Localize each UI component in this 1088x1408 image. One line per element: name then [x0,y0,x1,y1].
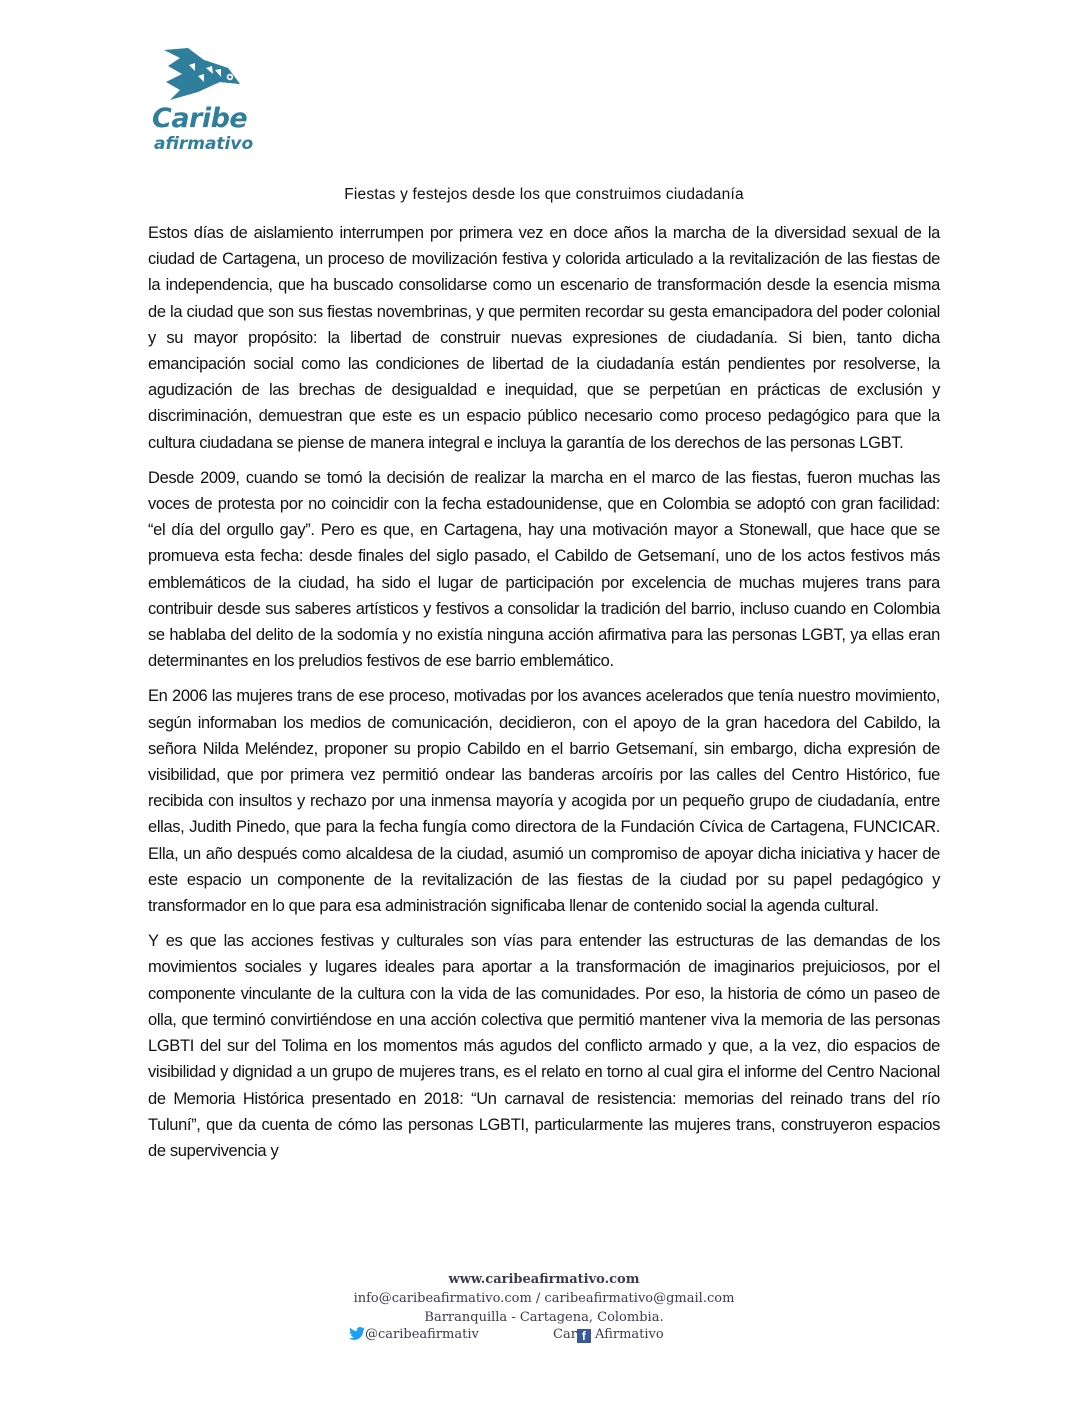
paragraph: Y es que las acciones festivas y culturales son vías para entender las estructuras de las demandas de los movimientos sociales y lugares ideales para aportar a la transformación de imaginarios prejuiciosos, por el componente vinculante de la cultura con la vida de las comunidades. Por eso, la historia de cómo un paseo de olla, que terminó convirtiéndose en una acción colectiva que permitió mantener viva la memoria de las personas LGBTI del sur del Tolima en los momentos más agudos del conflicto armado y que, a la vez, dio espacios de visibilidad y dignidad a un grupo de mujeres trans, es el relato en torno al cual gira el informe del Centro Nacional de Memoria Histórica presentado en 2018: “Un carnaval de resistencia: memorias del reinado trans del río Tuluní”, que da cuenta de cómo las personas LGBTI, particularmente las mujeres trans, construyeron espacios de supervivencia y [148,932,940,1160]
paragraph: Estos días de aislamiento interrumpen por primera vez en doce años la marcha de la diversidad sexual de la ciudad de Cartagena, un proceso de movilización festiva y colorida articulado a la revitalización de las fiestas de la independencia, que ha buscado consolidarse como un escenario de transformación desde la esencia misma de la ciudad que son sus fiestas novembrinas, y que permiten recordar su gesta emancipadora del poder colonial y su mayor propósito: la libertad de construir nuevas expresiones de ciudadanía. Si bien, tanto dicha emancipación social como las condiciones de libertad de la ciudadanía están pendientes por resolverse, la agudización de las brechas de desigualdad e inequidad, que se perpetúan en prácticas de exclusión y discriminación, demuestran que este es un espacio público necesario como proceso pedagógico para que la cultura ciudadana se piense de manera integral e incluya la garantía de los derechos de las personas LGBT. [148,224,940,452]
facebook-page[interactable] [553,1327,664,1343]
logo-subtitle: afirmativo [154,134,254,154]
footer [0,1270,1088,1327]
document-body [148,220,940,1173]
twitter-bird-icon [349,1327,365,1340]
twitter-handle[interactable] [349,1327,479,1342]
paragraph: Desde 2009, cuando se tomó la decisión de realizar la marcha en el marco de las fiestas, fueron muchas las voces de protesta por no coincidir con la fecha estadounidense, que en Colombia se adoptó con gran facilidad: “el día del orgullo gay”. Pero es que, en Cartagena, hay una motivación mayor a Stonewall, que hace que se promueva esta fecha: desde finales del siglo pasado, el Cabildo de Getsemaní, uno de los actos festivos más emblemáticos de la ciudad, ha sido el lugar de participación por excelencia de muchas mujeres trans para contribuir desde sus saberes artísticos y festivos a consolidar la tradición del barrio, incluso cuando en Colombia se hablaba del delito de la sodomía y no existía ninguna acción afirmativa para las personas LGBT, ya ellas eran determinantes en los preludios festivos de ese barrio emblemático. [148,468,940,671]
footer-emails[interactable]: info@caribeafirmativo.com / caribeafirmativo@gmail.com [353,1291,735,1306]
caribe-afirmativo-logo [150,46,260,164]
fish-mark-icon [158,46,248,108]
document-title: Fiestas y festejos desde los que construimos ciudadanía [344,186,744,203]
logo-wordmark: Caribe [152,103,248,134]
paragraph: En 2006 las mujeres trans de ese proceso, motivadas por los avances acelerados que tenía nuestro movimiento, según informaban los medios de comunicación, decidieron, con el apoyo de la gran hacedora del Cabildo, la señora Nilda Meléndez, proponer su propio Cabildo en el barrio Getsemaní, sin embargo, dicha expresión de visibilidad, que por primera vez permitió ondear las banderas arcoíris por las calles del Centro Histórico, fue recibida con insultos y rechazo por una inmensa mayoría y acogida por un pequeño grupo de ciudadanía, entre ellas, Judith Pinedo, que para la fecha fungía como directora de la Fundación Cívica de Cartagena, FUNCICAR. Ella, un año después como alcaldesa de la ciudad, asumió un compromiso de apoyar dicha iniciativa y hacer de este espacio un componente de la revitalización de las fiestas de la ciudad por su papel pedagógico y transformador en lo que para esa administración significaba llenar de contenido social la agenda cultural. [148,687,940,916]
facebook-icon: f [577,1329,591,1343]
footer-website-link[interactable]: www.caribeafirmativo.com [448,1272,640,1287]
facebook-text-end: Afirmativo [590,1327,664,1342]
twitter-handle-text: @caribeafirmativ [365,1327,479,1342]
facebook-text-start: Car [553,1327,577,1342]
footer-location: Barranquilla - Cartagena, Colombia. [424,1310,664,1325]
